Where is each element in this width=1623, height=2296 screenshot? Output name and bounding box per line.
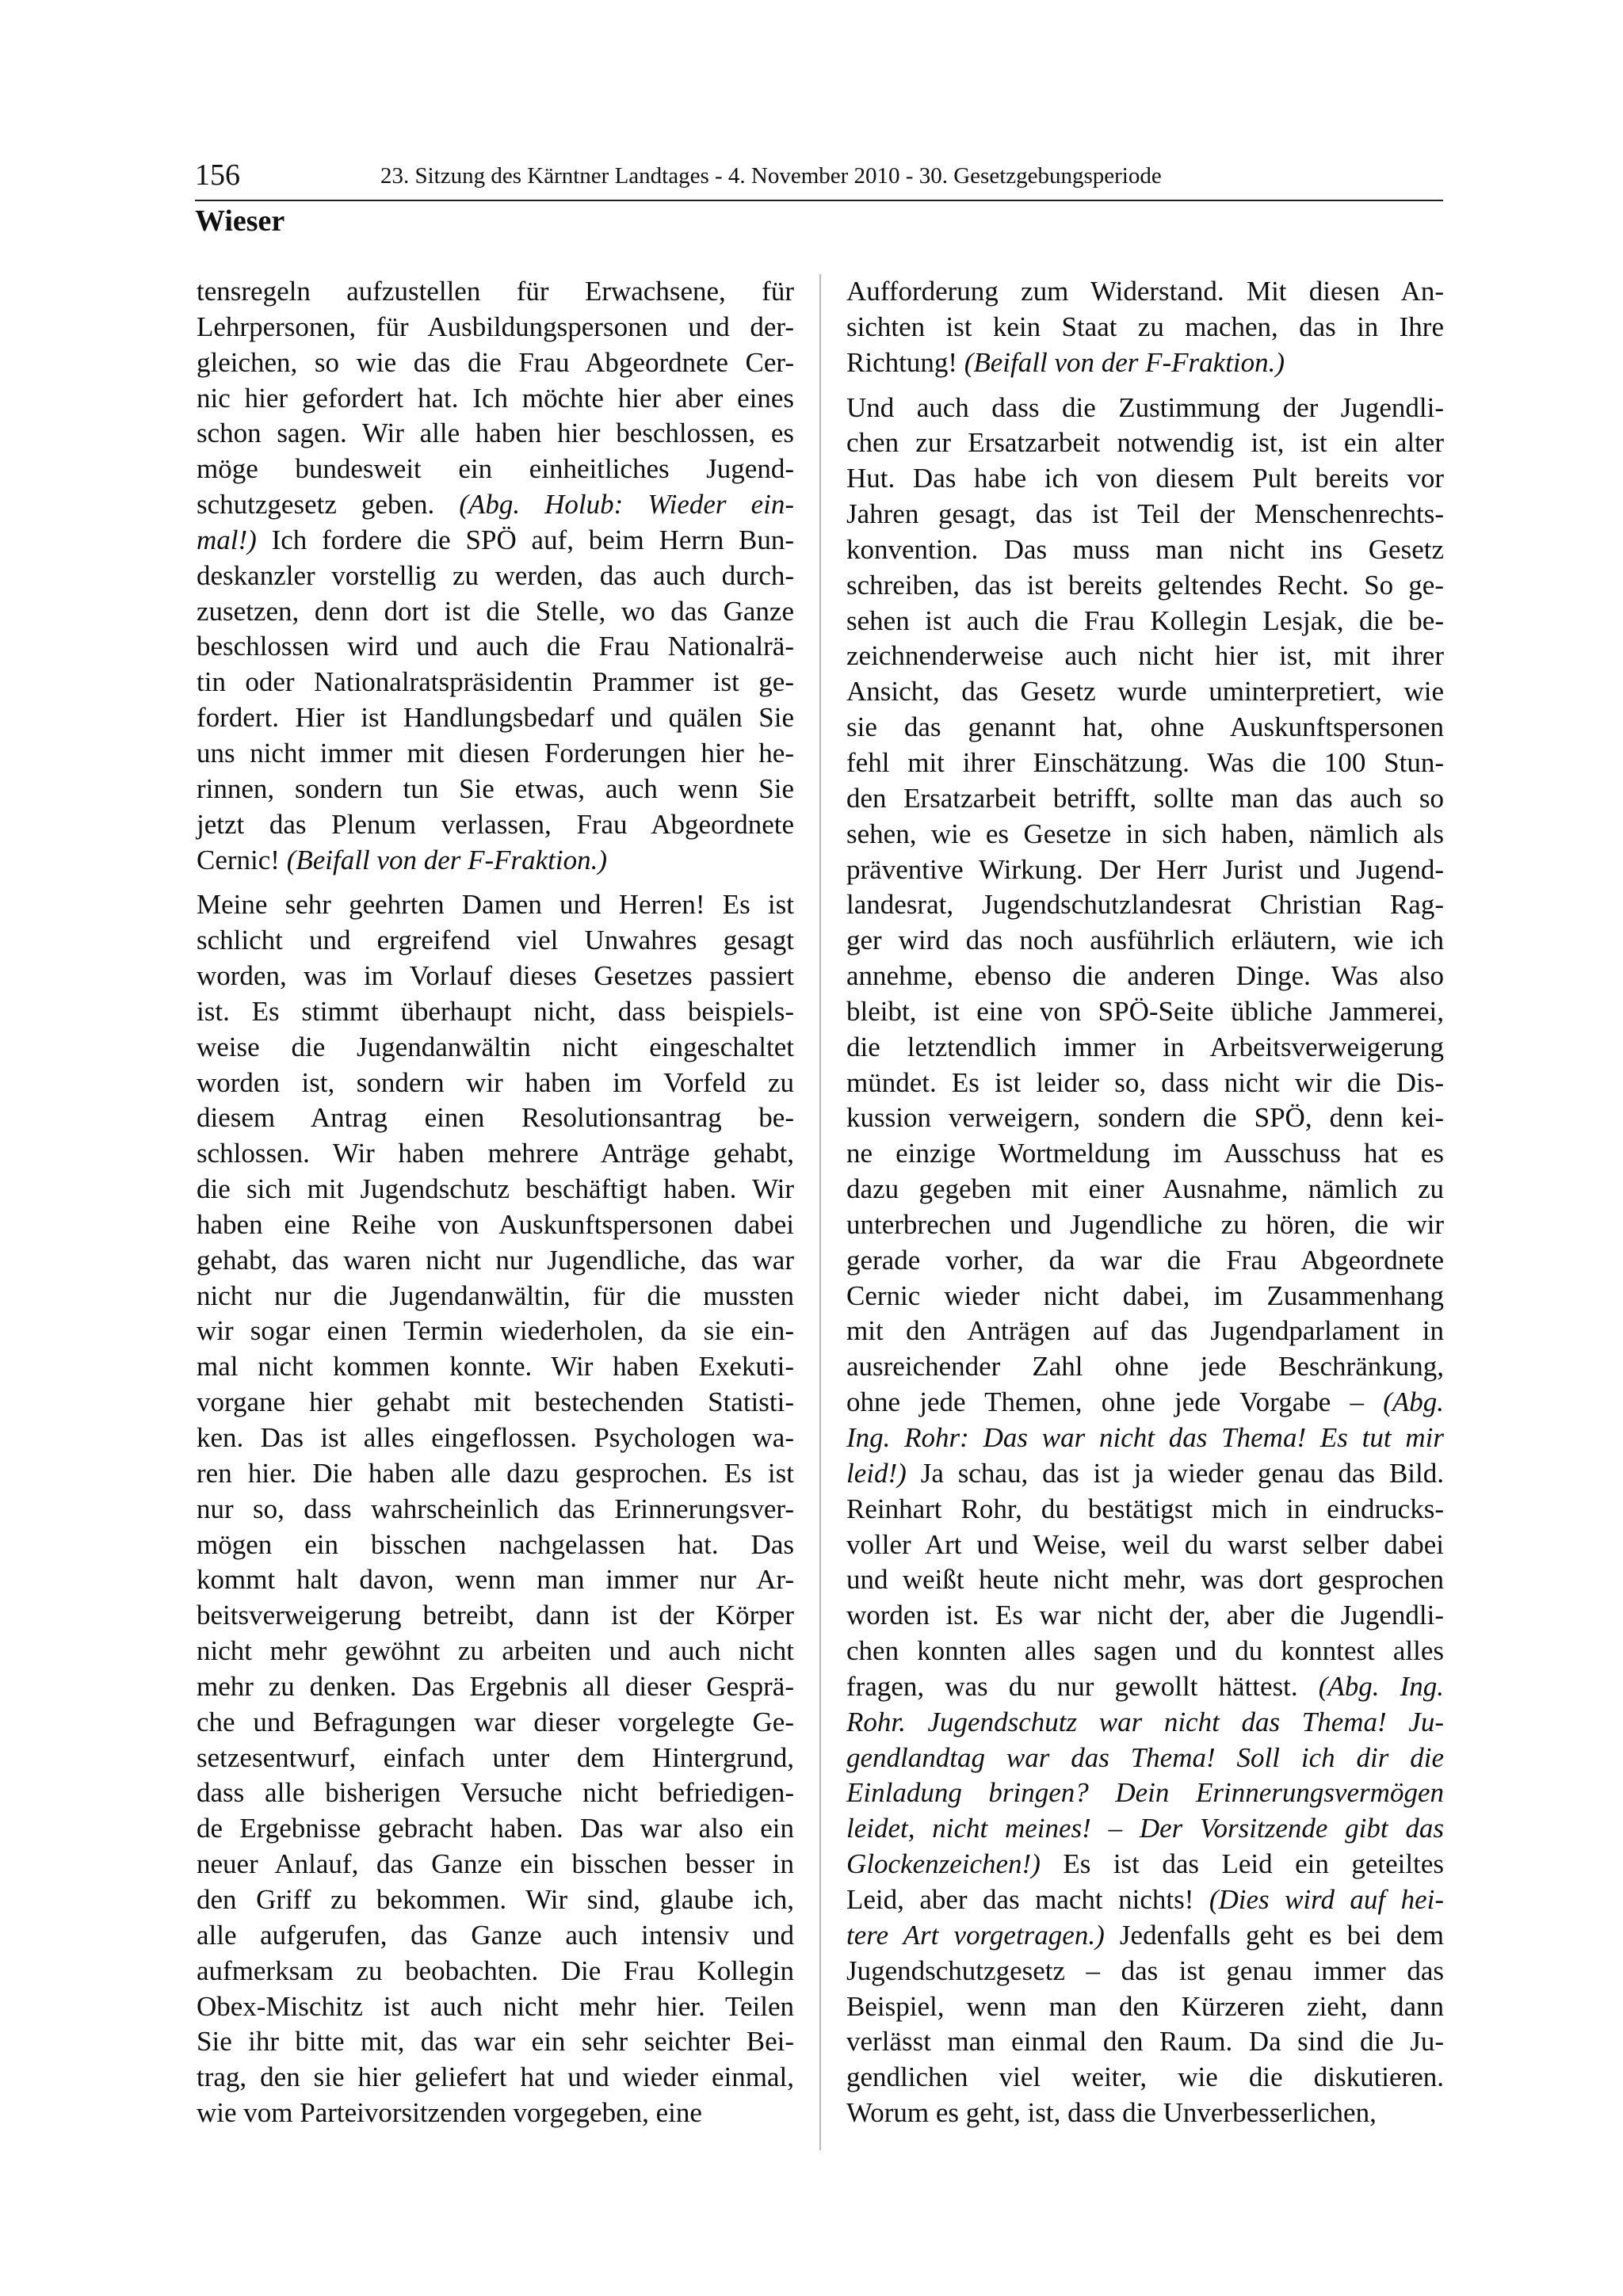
text-line bbox=[197, 807, 794, 843]
body-text: sehen, wie es Gesetze in sich haben, nämlich als bbox=[846, 818, 1444, 849]
text-line bbox=[846, 1172, 1444, 1207]
body-text: Jugendschutzgesetz – das ist genau immer das bbox=[846, 1955, 1444, 1986]
body-text: de Ergebnisse gebracht haben. Das war also ein bbox=[197, 1813, 794, 1844]
text-line bbox=[197, 1811, 794, 1847]
text-line bbox=[197, 1207, 794, 1243]
text-line bbox=[197, 959, 794, 994]
text-line bbox=[846, 1562, 1444, 1598]
body-text: bleibt, ist eine von SPÖ-Seite übliche Jammerei, bbox=[846, 995, 1444, 1027]
text-line bbox=[846, 887, 1444, 923]
body-text: Obex-Mischitz ist auch nicht mehr hier. Teilen bbox=[197, 1990, 794, 2022]
body-text: uns nicht immer mit diesen Forderungen hier he- bbox=[197, 737, 794, 769]
text-line bbox=[197, 700, 794, 736]
text-line bbox=[197, 1847, 794, 1882]
interjection-text: leidet, nicht meines! – Der Vorsitzende gibt das bbox=[846, 1813, 1444, 1844]
body-text: fordert. Hier ist Handlungsbedarf und quälen Sie bbox=[197, 702, 794, 734]
text-line bbox=[846, 1030, 1444, 1066]
text-line bbox=[846, 1741, 1444, 1776]
text-line bbox=[846, 959, 1444, 994]
body-text: Es ist das Leid ein geteiltes bbox=[1040, 1848, 1444, 1880]
page-header bbox=[195, 155, 1443, 201]
body-text: schlossen. Wir haben mehrere Anträge gehabt, bbox=[197, 1138, 794, 1169]
body-text: che und Befragungen war dieser vorgelegte Ge- bbox=[197, 1706, 794, 1737]
text-line bbox=[846, 1882, 1444, 1918]
text-line bbox=[197, 1492, 794, 1527]
text-line bbox=[846, 1989, 1444, 2025]
text-line bbox=[197, 452, 794, 487]
text-line bbox=[197, 1634, 794, 1669]
text-line bbox=[197, 381, 794, 417]
body-text: Ja schau, das ist ja wieder genau das Bild. bbox=[906, 1457, 1444, 1489]
text-line bbox=[197, 416, 794, 452]
body-text: diesem Antrag einen Resolutionsantrag be- bbox=[197, 1102, 794, 1134]
text-line bbox=[846, 1207, 1444, 1243]
text-line bbox=[197, 1279, 794, 1314]
body-text: ist. Es stimmt überhaupt nicht, dass beispiels- bbox=[197, 995, 794, 1027]
text-line bbox=[197, 1349, 794, 1385]
body-text: konvention. Das muss man nicht ins Gesetz bbox=[846, 533, 1444, 565]
interjection-text: Glockenzeichen!) bbox=[846, 1848, 1041, 1880]
body-text: worden ist. Es war nicht der, aber die Jugendli- bbox=[846, 1600, 1444, 1631]
body-text: Meine sehr geehrten Damen und Herren! Es ist bbox=[197, 889, 794, 921]
text-line bbox=[846, 746, 1444, 781]
body-text: mögen ein bisschen nachgelassen hat. Das bbox=[197, 1528, 794, 1560]
text-line bbox=[197, 2096, 794, 2131]
body-text: aufmerksam zu beobachten. Die Frau Kollegin bbox=[197, 1955, 794, 1986]
body-text: mündet. Es ist leider so, dass nicht wir die Dis- bbox=[846, 1066, 1444, 1098]
left-text-column bbox=[197, 274, 794, 2141]
text-line bbox=[846, 1527, 1444, 1563]
body-text: mehr zu denken. Das Ergebnis all dieser Gesprä- bbox=[197, 1670, 794, 1702]
text-line bbox=[197, 1882, 794, 1918]
body-text: neuer Anlauf, das Ganze ein bisschen besser in bbox=[197, 1848, 794, 1880]
interjection-text: Ing. Rohr: Das war nicht das Thema! Es tut mir bbox=[846, 1422, 1444, 1453]
text-line bbox=[846, 1066, 1444, 1101]
text-line bbox=[197, 1100, 794, 1136]
text-line bbox=[846, 1279, 1444, 1314]
body-text: nicht mehr gewöhnt zu arbeiten und auch nicht bbox=[197, 1635, 794, 1667]
interjection-text: (Beifall von der F-Fraktion.) bbox=[964, 346, 1285, 378]
paragraph bbox=[197, 274, 794, 878]
body-text: worden, was im Vorlauf dieses Gesetzes passiert bbox=[197, 960, 794, 992]
text-line bbox=[846, 391, 1444, 426]
text-line bbox=[846, 1598, 1444, 1634]
paragraph bbox=[197, 887, 794, 2131]
text-line bbox=[846, 1100, 1444, 1136]
body-text: gendlichen viel weiter, wie die diskutieren. bbox=[846, 2061, 1444, 2093]
body-text: den Griff zu bekommen. Wir sind, glaube ich, bbox=[197, 1883, 794, 1915]
body-text: kussion verweigern, sondern die SPÖ, denn kei- bbox=[846, 1102, 1444, 1134]
text-line bbox=[197, 1562, 794, 1598]
body-text: Und auch dass die Zustimmung der Jugendli- bbox=[846, 391, 1444, 423]
interjection-text: leid!) bbox=[846, 1457, 907, 1489]
text-line bbox=[846, 1775, 1444, 1811]
text-line bbox=[197, 1243, 794, 1279]
body-text: trag, den sie hier geliefert hat und wieder einmal, bbox=[197, 2061, 794, 2093]
body-text: schlicht und ergreifend viel Unwahres gesagt bbox=[197, 925, 794, 956]
body-text: ohne jede Themen, ohne jede Vorgabe – bbox=[846, 1386, 1384, 1418]
text-line bbox=[197, 594, 794, 630]
body-text: beschlossen wird und auch die Frau Nationalrä- bbox=[197, 631, 794, 662]
body-text: mit den Anträgen auf das Jugendparlament in bbox=[846, 1315, 1444, 1347]
body-text: ausreichender Zahl ohne jede Beschränkung, bbox=[846, 1351, 1444, 1383]
body-text: fehl mit ihrer Einschätzung. Was die 100 Stun- bbox=[846, 746, 1444, 778]
body-text: nic hier gefordert hat. Ich möchte hier aber eines bbox=[197, 382, 794, 414]
text-line bbox=[197, 736, 794, 772]
text-line bbox=[197, 487, 794, 523]
body-text: ne einzige Wortmeldung im Ausschuss hat es bbox=[846, 1138, 1444, 1169]
body-text: dass alle bisherigen Versuche nicht befriedigen- bbox=[197, 1777, 794, 1809]
text-line bbox=[197, 1136, 794, 1172]
body-text: nur so, dass wahrscheinlich das Erinnerungsver- bbox=[197, 1493, 794, 1524]
interjection-text: Rohr. Jugendschutz war nicht das Thema! Ju- bbox=[846, 1706, 1444, 1737]
text-line bbox=[846, 781, 1444, 817]
text-line bbox=[846, 2096, 1444, 2131]
body-text: sehen ist auch die Frau Kollegin Lesjak, die be- bbox=[846, 605, 1444, 636]
paragraph bbox=[846, 274, 1444, 381]
interjection-text: (Dies wird auf hei- bbox=[1209, 1883, 1445, 1915]
text-line bbox=[197, 559, 794, 594]
text-line bbox=[197, 1456, 794, 1492]
text-line bbox=[846, 923, 1444, 959]
body-text: deskanzler vorstellig zu werden, das auch durch- bbox=[197, 559, 794, 591]
body-text: voller Art und Weise, weil du warst selber dabei bbox=[846, 1528, 1444, 1560]
body-text: rinnen, sondern tun Sie etwas, auch wenn Sie bbox=[197, 772, 794, 804]
text-line bbox=[846, 1847, 1444, 1882]
text-line bbox=[197, 629, 794, 665]
body-text: Cernic wieder nicht dabei, im Zusammenhang bbox=[846, 1280, 1444, 1311]
body-text: setzesentwurf, einfach unter dem Hintergrund, bbox=[197, 1741, 794, 1773]
body-text: beitsverweigerung betreibt, dann ist der Körper bbox=[197, 1600, 794, 1631]
body-text: Ich fordere die SPÖ auf, beim Herrn Bun- bbox=[256, 524, 794, 555]
body-text: weise die Jugendanwältin nicht eingeschaltet bbox=[197, 1031, 794, 1062]
body-text: dazu gegeben mit einer Ausnahme, nämlich zu bbox=[846, 1173, 1444, 1205]
text-line bbox=[846, 1349, 1444, 1385]
text-line bbox=[846, 674, 1444, 710]
body-text: Worum es geht, ist, dass die Unverbesserlichen, bbox=[846, 2097, 1377, 2129]
text-line bbox=[197, 665, 794, 700]
body-text: die letztendlich immer in Arbeitsverweigerung bbox=[846, 1031, 1444, 1062]
body-text: zusetzen, denn dort ist die Stelle, wo das Ganze bbox=[197, 595, 794, 627]
body-text: Jedenfalls geht es bei dem bbox=[1104, 1919, 1444, 1951]
body-text: mal nicht kommen konnte. Wir haben Exekuti- bbox=[197, 1351, 794, 1383]
text-line bbox=[197, 1954, 794, 1989]
interjection-text: (Abg. bbox=[1383, 1386, 1444, 1418]
text-line bbox=[197, 274, 794, 310]
body-text: fragen, was du nur gewollt hättest. bbox=[846, 1670, 1319, 1702]
body-text: präventive Wirkung. Der Herr Jurist und Jugend- bbox=[846, 853, 1444, 885]
text-line bbox=[197, 843, 794, 879]
text-line bbox=[197, 772, 794, 807]
page-number: 156 bbox=[195, 158, 240, 192]
text-line bbox=[197, 2060, 794, 2096]
body-text: Reinhart Rohr, du bestätigst mich in eindrucks- bbox=[846, 1493, 1444, 1524]
body-text: ger wird das noch ausführlich erläutern, wie ich bbox=[846, 925, 1444, 956]
body-text: tin oder Nationalratspräsidentin Prammer ist ge- bbox=[197, 666, 794, 698]
body-text: den Ersatzarbeit betrifft, sollte man das auch so bbox=[846, 782, 1444, 814]
text-line bbox=[197, 345, 794, 381]
text-line bbox=[846, 1705, 1444, 1741]
interjection-text: tere Art vorgetragen.) bbox=[846, 1919, 1105, 1951]
interjection-text: gendlandtag war das Thema! Soll ich dir die bbox=[846, 1741, 1444, 1773]
body-text: gerade vorher, da war die Frau Abgeordnete bbox=[846, 1244, 1444, 1276]
body-text: nicht nur die Jugendanwältin, für die mussten bbox=[197, 1280, 794, 1311]
body-text: Leid, aber das macht nichts! bbox=[846, 1883, 1209, 1915]
text-line bbox=[846, 852, 1444, 888]
body-text: ren hier. Die haben alle dazu gesprochen. Es ist bbox=[197, 1457, 794, 1489]
body-text: schutzgesetz geben. bbox=[197, 489, 460, 521]
interjection-text: Einladung bringen? Dein Erinnerungsvermögen bbox=[846, 1777, 1444, 1809]
text-line bbox=[197, 1598, 794, 1634]
text-line bbox=[197, 1172, 794, 1207]
text-line bbox=[846, 817, 1444, 852]
text-line bbox=[846, 1811, 1444, 1847]
body-text: Lehrpersonen, für Ausbildungspersonen und der- bbox=[197, 311, 794, 342]
body-text: Hut. Das habe ich von diesem Pult bereits vor bbox=[846, 463, 1444, 494]
body-text: möge bundesweit ein einheitliches Jugend- bbox=[197, 453, 794, 485]
body-text: Jahren gesagt, das ist Teil der Menschenrechts- bbox=[846, 498, 1444, 530]
body-text: annehme, ebenso die anderen Dinge. Was also bbox=[846, 960, 1444, 992]
text-line bbox=[197, 523, 794, 559]
text-line bbox=[197, 1705, 794, 1741]
text-line bbox=[197, 887, 794, 923]
body-text: schon sagen. Wir alle haben hier beschlossen, es bbox=[197, 418, 794, 449]
body-text: und weißt heute nicht mehr, was dort gesprochen bbox=[846, 1564, 1444, 1596]
text-line bbox=[846, 425, 1444, 461]
interjection-text: (Abg. Holub: Wieder ein- bbox=[459, 489, 794, 521]
body-text: tensregeln aufzustellen für Erwachsene, für bbox=[197, 276, 794, 307]
text-line bbox=[197, 1989, 794, 2025]
column-divider bbox=[819, 274, 821, 2150]
body-text: gleichen, so wie das die Frau Abgeordnete Cer- bbox=[197, 346, 794, 378]
text-line bbox=[846, 461, 1444, 497]
text-line bbox=[846, 1314, 1444, 1349]
text-line bbox=[846, 1669, 1444, 1705]
text-line bbox=[846, 497, 1444, 532]
body-text: unterbrechen und Jugendliche zu hören, die wir bbox=[846, 1208, 1444, 1240]
body-text: haben eine Reihe von Auskunftspersonen dabei bbox=[197, 1208, 794, 1240]
body-text: jetzt das Plenum verlassen, Frau Abgeordnete bbox=[197, 808, 794, 840]
text-line bbox=[846, 710, 1444, 746]
text-line bbox=[846, 1492, 1444, 1527]
text-line bbox=[197, 310, 794, 345]
body-text: landesrat, Jugendschutzlandesrat Christian Rag- bbox=[846, 889, 1444, 921]
text-line bbox=[197, 1527, 794, 1563]
text-line bbox=[846, 1421, 1444, 1456]
text-line bbox=[197, 1385, 794, 1421]
text-line bbox=[197, 1314, 794, 1349]
text-line bbox=[846, 994, 1444, 1030]
body-text: Richtung! bbox=[846, 346, 964, 378]
body-text: schreiben, das ist bereits geltendes Recht. So ge- bbox=[846, 569, 1444, 601]
body-text: sichten ist kein Staat zu machen, das in Ihre bbox=[846, 311, 1444, 342]
text-line bbox=[197, 1030, 794, 1066]
text-line bbox=[846, 2024, 1444, 2060]
right-text-column bbox=[846, 274, 1444, 2141]
body-text: ken. Das ist alles eingeflossen. Psychologen wa- bbox=[197, 1422, 794, 1453]
text-line bbox=[197, 1066, 794, 1101]
body-text: kommt halt davon, wenn man immer nur Ar- bbox=[197, 1564, 794, 1596]
body-text: gehabt, das waren nicht nur Jugendliche, das war bbox=[197, 1244, 794, 1276]
text-line bbox=[197, 2024, 794, 2060]
text-line bbox=[846, 1243, 1444, 1279]
text-line bbox=[197, 1669, 794, 1705]
text-line bbox=[846, 310, 1444, 345]
text-line bbox=[846, 568, 1444, 604]
text-line bbox=[846, 1634, 1444, 1669]
body-text: chen konnten alles sagen und du konntest alles bbox=[846, 1635, 1444, 1667]
body-text: zeichnenderweise auch nicht hier ist, mit ihrer bbox=[846, 640, 1444, 672]
text-line bbox=[846, 345, 1444, 381]
body-text: chen zur Ersatzarbeit notwendig ist, ist ein alter bbox=[846, 427, 1444, 459]
running-title: 23. Sitzung des Kärntner Landtages - 4. November 2010 - 30. Gesetzgebungsperiode bbox=[380, 163, 1162, 189]
interjection-text: (Beifall von der F-Fraktion.) bbox=[286, 844, 608, 875]
interjection-text: mal!) bbox=[197, 524, 257, 555]
body-text: Sie ihr bitte mit, das war ein sehr seichter Bei- bbox=[197, 2026, 794, 2058]
text-line bbox=[197, 923, 794, 959]
text-line bbox=[846, 274, 1444, 310]
body-text: Ansicht, das Gesetz wurde uminterpretiert, wie bbox=[846, 676, 1444, 707]
speaker-name: Wieser bbox=[195, 204, 285, 238]
body-text: alle aufgerufen, das Ganze auch intensiv und bbox=[197, 1919, 794, 1951]
body-text: Aufforderung zum Widerstand. Mit diesen An- bbox=[846, 276, 1444, 307]
text-line bbox=[846, 1954, 1444, 1989]
paragraph bbox=[846, 391, 1444, 2131]
text-line bbox=[846, 1136, 1444, 1172]
text-line bbox=[846, 1918, 1444, 1954]
body-text: Beispiel, wenn man den Kürzeren zieht, dann bbox=[846, 1990, 1444, 2022]
text-line bbox=[197, 1775, 794, 1811]
body-text: vorgane hier gehabt mit bestechenden Statisti- bbox=[197, 1386, 794, 1418]
text-line bbox=[197, 1421, 794, 1456]
body-text: wie vom Parteivorsitzenden vorgegeben, eine bbox=[197, 2097, 702, 2129]
text-line bbox=[846, 2060, 1444, 2096]
text-line bbox=[846, 604, 1444, 639]
text-line bbox=[846, 1385, 1444, 1421]
text-line bbox=[197, 1741, 794, 1776]
body-text: verlässt man einmal den Raum. Da sind die Ju- bbox=[846, 2026, 1444, 2058]
body-text: Cernic! bbox=[197, 844, 287, 875]
text-line bbox=[846, 532, 1444, 568]
text-line bbox=[197, 1918, 794, 1954]
text-line bbox=[846, 639, 1444, 674]
interjection-text: (Abg. Ing. bbox=[1318, 1670, 1444, 1702]
body-text: sie das genannt hat, ohne Auskunftspersonen bbox=[846, 711, 1444, 743]
body-text: worden ist, sondern wir haben im Vorfeld zu bbox=[197, 1066, 794, 1098]
text-line bbox=[197, 994, 794, 1030]
body-text: wir sogar einen Termin wiederholen, da sie ein- bbox=[197, 1315, 794, 1347]
body-text: die sich mit Jugendschutz beschäftigt haben. Wir bbox=[197, 1173, 794, 1205]
text-line bbox=[846, 1456, 1444, 1492]
